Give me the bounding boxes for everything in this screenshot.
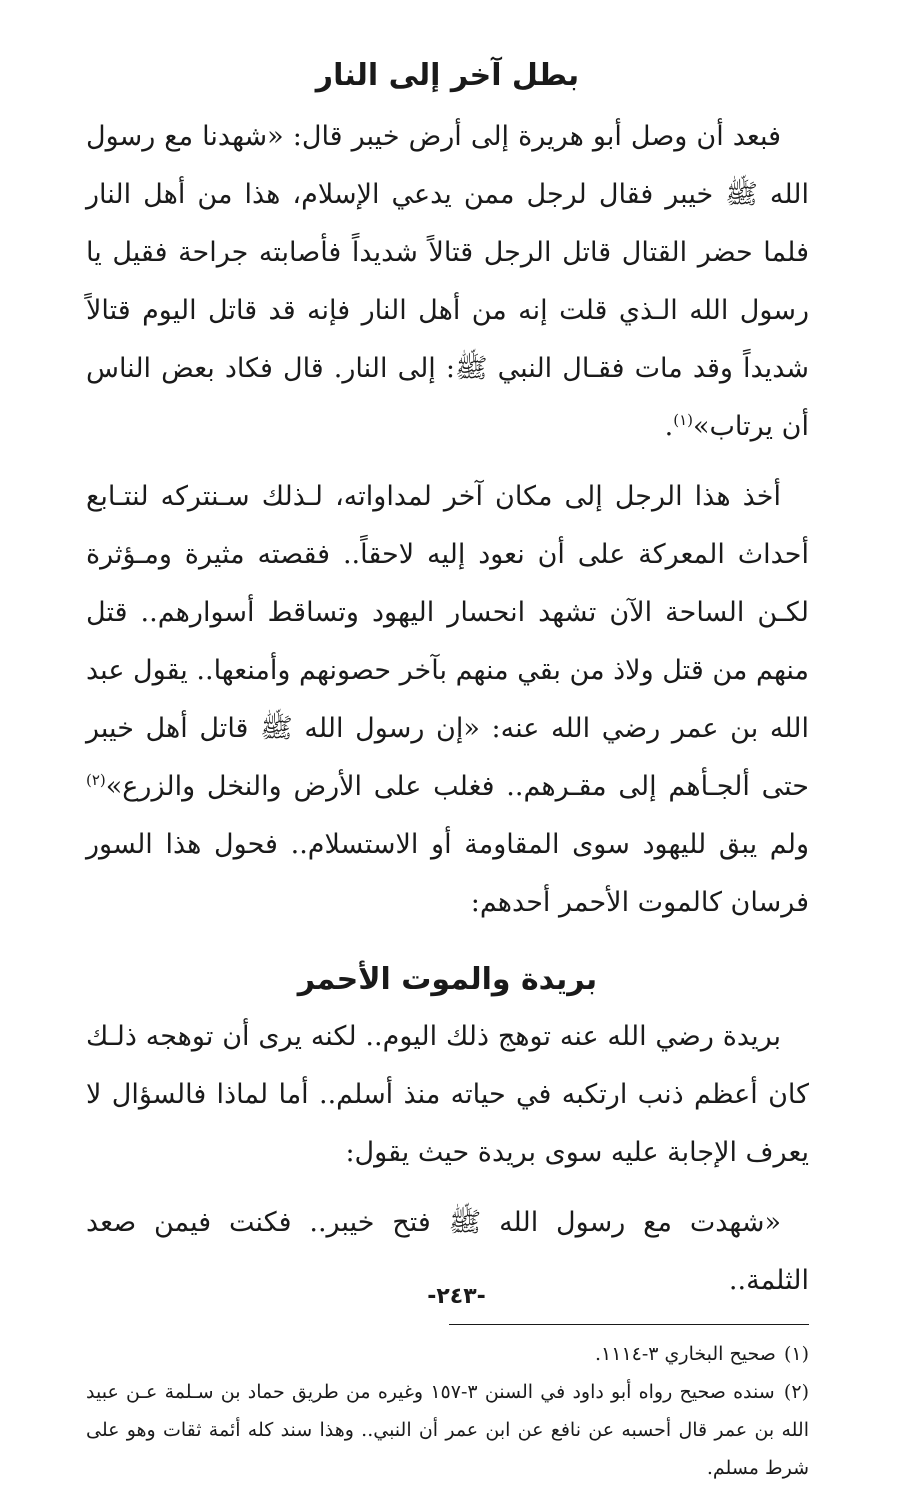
footnote-1 (86, 1335, 809, 1373)
footnote-number: (٢) (783, 1381, 809, 1403)
paragraph-text: فبعد أن وصل أبو هريرة إلى أرض خيبر قال: «شهدنا مع رسول الله ﷺ خيبر فقال لرجل ممن يدعي الإسلام، هذا من أهل النار فلما حضر القتال قاتل الرجل قتالاً شديداً فأصابته جراحة فقيل يا رسول الله الـذي قلت إنه من أهل النار فإنه قد قاتل اليوم قتالاً شديداً وقد مات فقـال النبي ﷺ: إلى النار. قال فكاد بعض الناس أن يرتاب» (86, 121, 809, 442)
page-number: -٢٤٣- (427, 1284, 486, 1309)
footnote-separator (449, 1324, 809, 1325)
footnote-text: سنده صحيح رواه أبو داود في السنن ٣-١٥٧ وغيره من طريق حماد بن سـلمة عـن عبيد الله بن عمر قال أحسبه عن نافع عن ابن عمر أن النبي.. وهذا سند كله أئمة ثقات وهو على شرط مسلم. (86, 1381, 809, 1479)
paragraph-text: أخذ هذا الرجل إلى مكان آخر لمداواته، لـذلك سـنتركه لنتـابع أحداث المعركة على أن نعود إليه لاحقاً.. فقصته مثيرة ومـؤثرة لكـن الساحة الآن تشهد انحسار اليهود وتساقط أسوارهم.. قتل منهم من قتل ولاذ من بقي منهم بآخر حصونهم وأمنعها.. يقول عبد الله بن عمر رضي الله عنه: «إن رسول الله ﷺ قاتل أهل خيبر حتى ألجـأهم إلى مقـرهم.. فغلب على الأرض والنخل والزرع» (86, 481, 809, 802)
section-title-hero-to-fire: بطل آخر إلى النار (315, 58, 580, 93)
paragraph-text-tail: . (664, 411, 674, 442)
paragraph-abu-hurairah (86, 108, 809, 456)
footnote-ref-2[interactable]: (٢) (86, 771, 106, 789)
paragraph-buraidah: بريدة رضي الله عنه توهج ذلك اليوم.. لكنه يرى أن توهجه ذلـك كان أعظم ذنب ارتكبه في حياته منذ أسلم.. أما لماذا فالسؤال لا يعرف الإجابة عليه سوى بريدة حيث يقول: (86, 1021, 809, 1168)
footnote-number: (١) (783, 1343, 809, 1365)
paragraph-text-tail: ولم يبق لليهود سوى المقاومة أو الاستسلام.. فحول هذا السور فرسان كالموت الأحمر أحدهم: (86, 829, 809, 918)
section-title-buraidah: بريدة والموت الأحمر (297, 962, 598, 997)
paragraph-quote-opening: «شهدت مع رسول الله ﷺ فتح خيبر.. فكنت فيمن صعد الثلمة.. (86, 1207, 809, 1296)
paragraph-battle-events (86, 468, 809, 932)
footnote-2 (86, 1373, 809, 1487)
footnote-ref-1[interactable]: (١) (673, 411, 693, 429)
footnotes (86, 1335, 809, 1487)
footnote-text: صحيح البخاري ٣-١١١٤. (594, 1343, 776, 1365)
